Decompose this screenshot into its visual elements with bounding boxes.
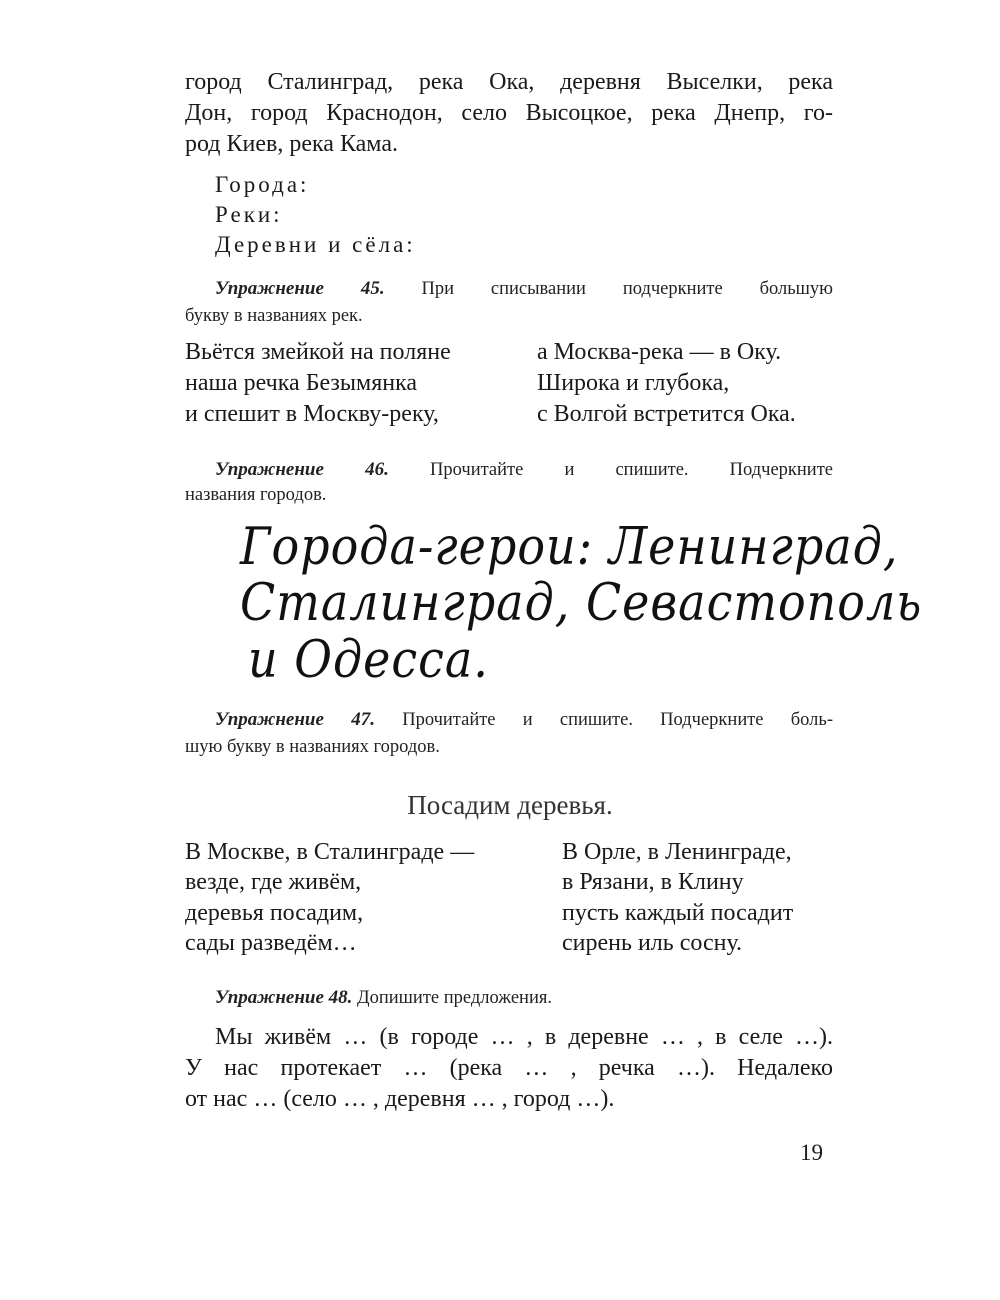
- exercise-46-label: Упражнение 46.: [215, 459, 389, 480]
- exercise-48-line: У нас протекает … (река … , речка …). Недалеко: [185, 1055, 833, 1081]
- exercise-48-line: от нас … (село … , деревня … , город …).: [185, 1086, 615, 1112]
- poem-line: везде, где живём,: [185, 869, 362, 895]
- exercise-46-text: Прочитайте и спишите. Подчеркните: [388, 460, 834, 480]
- exercise-45-text: При списывании подчеркните большую: [384, 279, 833, 299]
- page-number: 19: [800, 1140, 823, 1165]
- poem-line: В Москве, в Сталинграде —: [185, 839, 475, 865]
- poem-line: деревья посадим,: [185, 900, 364, 926]
- heading-rivers: Реки:: [215, 202, 283, 227]
- poem-line: с Волгой встретится Ока.: [537, 401, 796, 427]
- exercise-45-label: Упражнение 45.: [215, 278, 385, 299]
- intro-line: город Сталинград, река Ока, деревня Выселки, река: [185, 69, 833, 95]
- exercise-48-text: Допишите предложения.: [352, 988, 552, 1008]
- exercise-46-text-cont: названия городов.: [185, 485, 327, 505]
- handwritten-line: Сталинград, Севастополь: [240, 571, 923, 633]
- exercise-45-text-cont: букву в названиях рек.: [185, 306, 363, 326]
- heading-cities: Города:: [215, 172, 310, 197]
- poem-line: Вьётся змейкой на поляне: [185, 339, 451, 365]
- exercise-48-instruction: [215, 985, 552, 1011]
- exercise-46-instruction: [185, 457, 833, 483]
- poem-line: сирень иль сосну.: [562, 930, 743, 956]
- exercise-47-instruction: [185, 707, 833, 733]
- exercise-47-text: Прочитайте и спишите. Подчеркните боль-: [374, 710, 833, 730]
- poem-line: а Москва-река — в Оку.: [537, 339, 782, 365]
- exercise-48-label: Упражнение 48.: [215, 987, 353, 1008]
- heading-villages: Деревни и сёла:: [215, 232, 416, 257]
- exercise-47-text-cont: шую букву в названиях городов.: [185, 737, 440, 757]
- handwritten-line: Города-герои: Ленинград,: [240, 515, 899, 577]
- exercise-45-instruction: [185, 276, 833, 302]
- poem-line: В Орле, в Ленинграде,: [562, 839, 792, 865]
- poem-line: Широка и глубока,: [537, 370, 730, 396]
- poem-line: и спешит в Москву-реку,: [185, 401, 439, 427]
- handwritten-line: и Одесса.: [248, 628, 489, 690]
- poem-line: наша речка Безымянка: [185, 370, 418, 396]
- intro-line: Дон, город Краснодон, село Высоцкое, река Днепр, го-: [185, 100, 833, 126]
- poem-line: пусть каждый посадит: [562, 900, 794, 926]
- intro-line: род Киев, река Кама.: [185, 131, 398, 157]
- exercise-48-line: Мы живём … (в городе … , в деревне … , в селе …).: [215, 1024, 833, 1050]
- poem-line: сады разведём…: [185, 930, 357, 956]
- exercise-47-label: Упражнение 47.: [215, 709, 375, 730]
- poem-line: в Рязани, в Клину: [562, 869, 744, 895]
- poem-title: Посадим деревья.: [407, 790, 613, 820]
